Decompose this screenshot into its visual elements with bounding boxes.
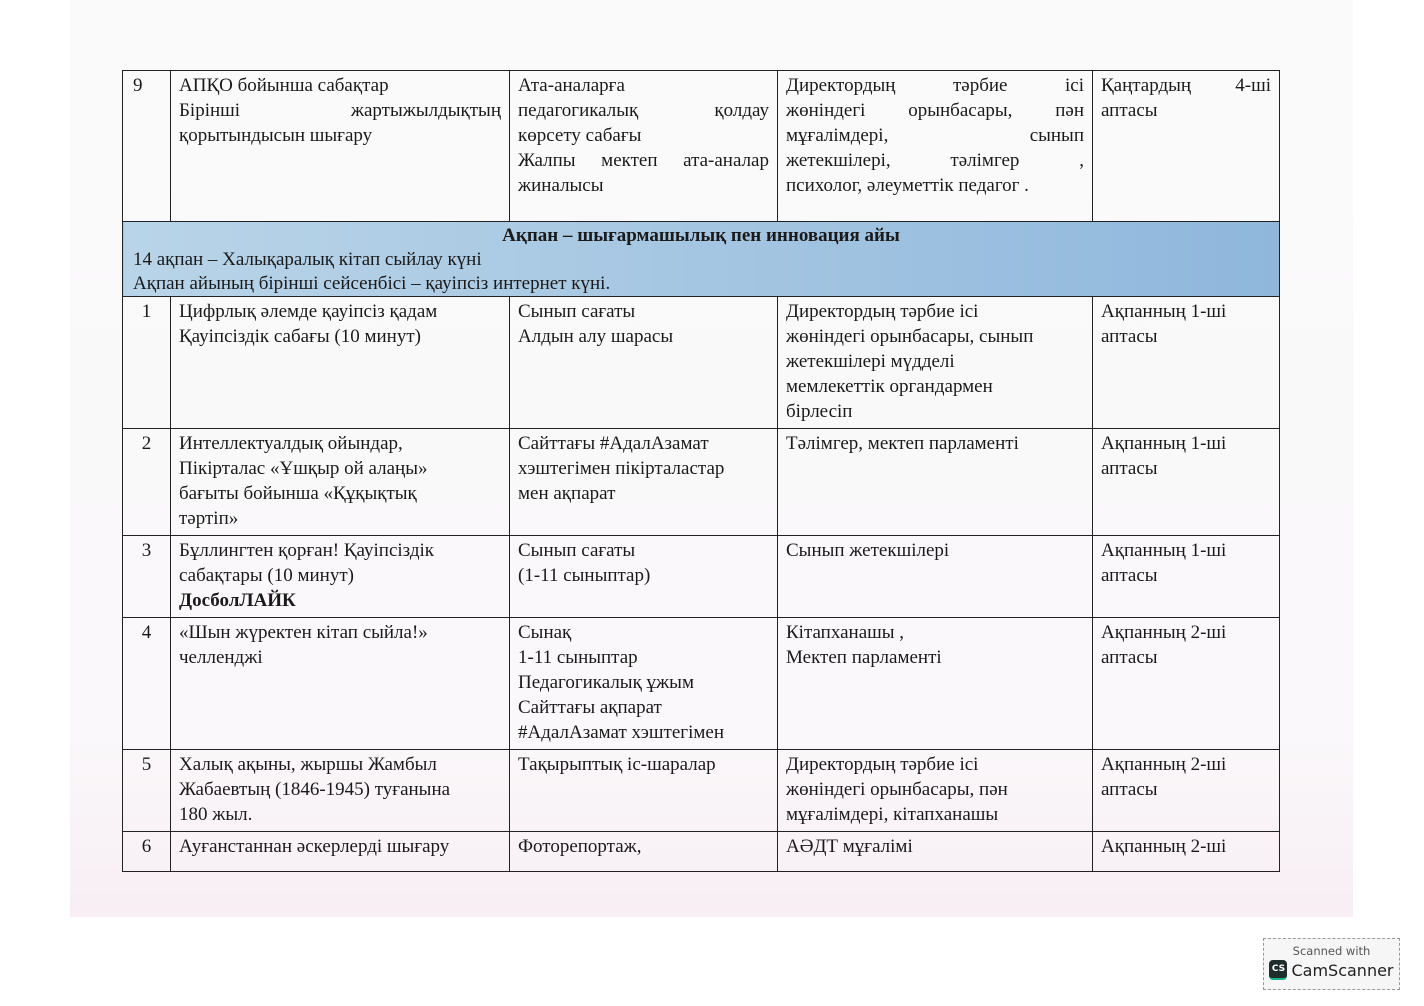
cell-line: Сайттағы ақпарат — [518, 697, 662, 718]
cell-line: жөніндегі орынбасары, сынып — [786, 326, 1034, 347]
cell-line: челленджі — [179, 647, 263, 668]
event-cell — [171, 429, 510, 536]
cell-line: Тәлімгер, мектеп парламенті — [786, 433, 1019, 454]
cell-line: 180 жыл. — [179, 804, 253, 825]
date-cell — [1093, 832, 1280, 872]
cell-line: Ақпанның 2-ші — [1101, 622, 1227, 643]
cell-line: (1-11 сыныптар) — [518, 565, 651, 586]
date-cell — [1093, 429, 1280, 536]
cell-line: Ата-аналарға — [518, 75, 625, 96]
date-cell — [1093, 71, 1280, 222]
cell-line: Тақырыптық іс-шаралар — [518, 754, 716, 775]
cell-line: Жалпы мектеп ата-аналар — [518, 150, 769, 171]
event-cell — [171, 750, 510, 832]
cell-line: Жабаевтың (1846-1945) туғанына — [179, 779, 451, 800]
form-cell — [510, 832, 778, 872]
form-cell — [510, 536, 778, 618]
section-note: 14 ақпан – Халықаралық кітап сыйлау күні — [133, 249, 482, 270]
camscanner-logo-icon: CS — [1269, 960, 1287, 980]
row-number: 4 — [123, 618, 171, 750]
cell-line: аптасы — [1101, 779, 1158, 800]
row-number: 2 — [123, 429, 171, 536]
cell-line: Пікірталас «Ұшқыр ой алаңы» — [179, 458, 428, 479]
cell-line: АПҚО бойынша сабақтар — [179, 75, 389, 96]
event-cell — [171, 297, 510, 429]
cell-line: хэштегімен пікірталастар — [518, 458, 725, 479]
responsible-cell — [778, 750, 1093, 832]
cell-line: Мектеп парламенті — [786, 647, 942, 668]
cell-line: Бұллингтен қорған! Қауіпсіздік — [179, 540, 434, 561]
cell-line: Сынып сағаты — [518, 540, 636, 561]
cell-line: аптасы — [1101, 326, 1158, 347]
cell-line: мемлекеттік органдармен — [786, 376, 993, 397]
form-cell — [510, 618, 778, 750]
watermark-brand-name: CamScanner — [1291, 960, 1394, 980]
event-cell — [171, 618, 510, 750]
cell-line: жөніндегі орынбасары, пән — [786, 100, 1084, 121]
date-cell — [1093, 536, 1280, 618]
cell-line: Алдын алу шарасы — [518, 326, 674, 347]
cell-line: 1-11 сыныптар — [518, 647, 638, 668]
cell-line-bold: ДосболЛАЙК — [179, 590, 296, 611]
cell-line: педагогикалық қолдау — [518, 100, 769, 121]
responsible-cell — [778, 536, 1093, 618]
section-header-row — [123, 222, 1280, 297]
watermark-brand — [1264, 960, 1399, 980]
cell-line: қорытындысын шығару — [179, 125, 373, 146]
form-cell — [510, 429, 778, 536]
cell-line: аптасы — [1101, 100, 1158, 121]
cell-line: Фоторепортаж, — [518, 836, 642, 857]
cell-line: Халық ақыны, жыршы Жамбыл — [179, 754, 437, 775]
date-cell — [1093, 750, 1280, 832]
cell-line: Директордың тәрбие ісі — [786, 754, 979, 775]
cell-line: Сайттағы #АдалАзамат — [518, 433, 709, 454]
event-cell — [171, 71, 510, 222]
section-note: Ақпан айының бірінші сейсенбісі – қауіпсіз интернет күні. — [133, 273, 611, 294]
responsible-cell — [778, 429, 1093, 536]
event-cell — [171, 536, 510, 618]
date-cell — [1093, 297, 1280, 429]
row-number: 1 — [123, 297, 171, 429]
table-row — [123, 618, 1280, 750]
form-cell — [510, 297, 778, 429]
cell-line: мен ақпарат — [518, 483, 616, 504]
cell-line: Директордың тәрбие ісі — [786, 301, 979, 322]
date-cell — [1093, 618, 1280, 750]
cell-line: Сынып жетекшілері — [786, 540, 950, 561]
event-cell — [171, 832, 510, 872]
cell-line: психолог, әлеуметтік педагог . — [786, 175, 1029, 196]
cell-line: тәртіп» — [179, 508, 239, 529]
cell-line: Ақпанның 2-ші — [1101, 754, 1227, 775]
table-row — [123, 536, 1280, 618]
section-header — [123, 222, 1280, 297]
table-row — [123, 832, 1280, 872]
cell-line: жиналысы — [518, 175, 604, 196]
cell-line: мұғалімдері, кітапханашы — [786, 804, 999, 825]
cell-line: сабақтары (10 минут) — [179, 565, 354, 586]
cell-line: мұғалімдері, сынып — [786, 125, 1084, 146]
form-cell — [510, 71, 778, 222]
table-row — [123, 750, 1280, 832]
row-number: 9 — [123, 71, 171, 222]
cell-line: #АдалАзамат хэштегімен — [518, 722, 724, 743]
table-row — [123, 297, 1280, 429]
cell-line: көрсету сабағы — [518, 125, 642, 146]
responsible-cell — [778, 71, 1093, 222]
cell-line: Ауғанстаннан әскерлерді шығару — [179, 836, 450, 857]
cell-line: Кітапханашы , — [786, 622, 905, 643]
cell-line: Ақпанның 1-ші — [1101, 433, 1227, 454]
cell-line: Интеллектуалдық ойындар, — [179, 433, 403, 454]
responsible-cell — [778, 832, 1093, 872]
section-title: Ақпан – шығармашылық пен инновация айы — [502, 225, 900, 246]
cell-line: жөніндегі орынбасары, пән — [786, 779, 1008, 800]
row-number: 3 — [123, 536, 171, 618]
cell-line: Ақпанның 2-ші — [1101, 836, 1227, 857]
plan-table — [122, 70, 1280, 872]
cell-line: Сынып сағаты — [518, 301, 636, 322]
cell-line: «Шын жүректен кітап сыйла!» — [179, 622, 428, 643]
cell-line: жетекшілері мүдделі — [786, 351, 955, 372]
table-row — [123, 71, 1280, 222]
row-number: 6 — [123, 832, 171, 872]
cell-line: жетекшілері, тәлімгер , — [786, 150, 1084, 171]
table-row — [123, 429, 1280, 536]
form-cell — [510, 750, 778, 832]
cell-line: Қауіпсіздік сабағы (10 минут) — [179, 326, 421, 347]
responsible-cell — [778, 297, 1093, 429]
cell-line: Директордың тәрбие ісі — [786, 75, 1084, 96]
watermark-caption: Scanned with — [1292, 944, 1371, 958]
cell-line: Қаңтардың 4-ші — [1101, 75, 1271, 96]
cell-line: аптасы — [1101, 565, 1158, 586]
cell-line: Бірінші жартыжылдықтың — [179, 100, 501, 121]
cell-line: аптасы — [1101, 647, 1158, 668]
camscanner-watermark — [1263, 938, 1400, 990]
cell-line: Ақпанның 1-ші — [1101, 540, 1227, 561]
cell-line: Цифрлық әлемде қауіпсіз қадам — [179, 301, 438, 322]
responsible-cell — [778, 618, 1093, 750]
cell-line: Ақпанның 1-ші — [1101, 301, 1227, 322]
cell-line: АӘДТ мұғалімі — [786, 836, 913, 857]
row-number: 5 — [123, 750, 171, 832]
cell-line: бірлесіп — [786, 401, 853, 422]
cell-line: Педагогикалық ұжым — [518, 672, 694, 693]
cell-line: Сынақ — [518, 622, 572, 643]
cell-line: бағыты бойынша «Құқықтық — [179, 483, 417, 504]
cell-line: аптасы — [1101, 458, 1158, 479]
